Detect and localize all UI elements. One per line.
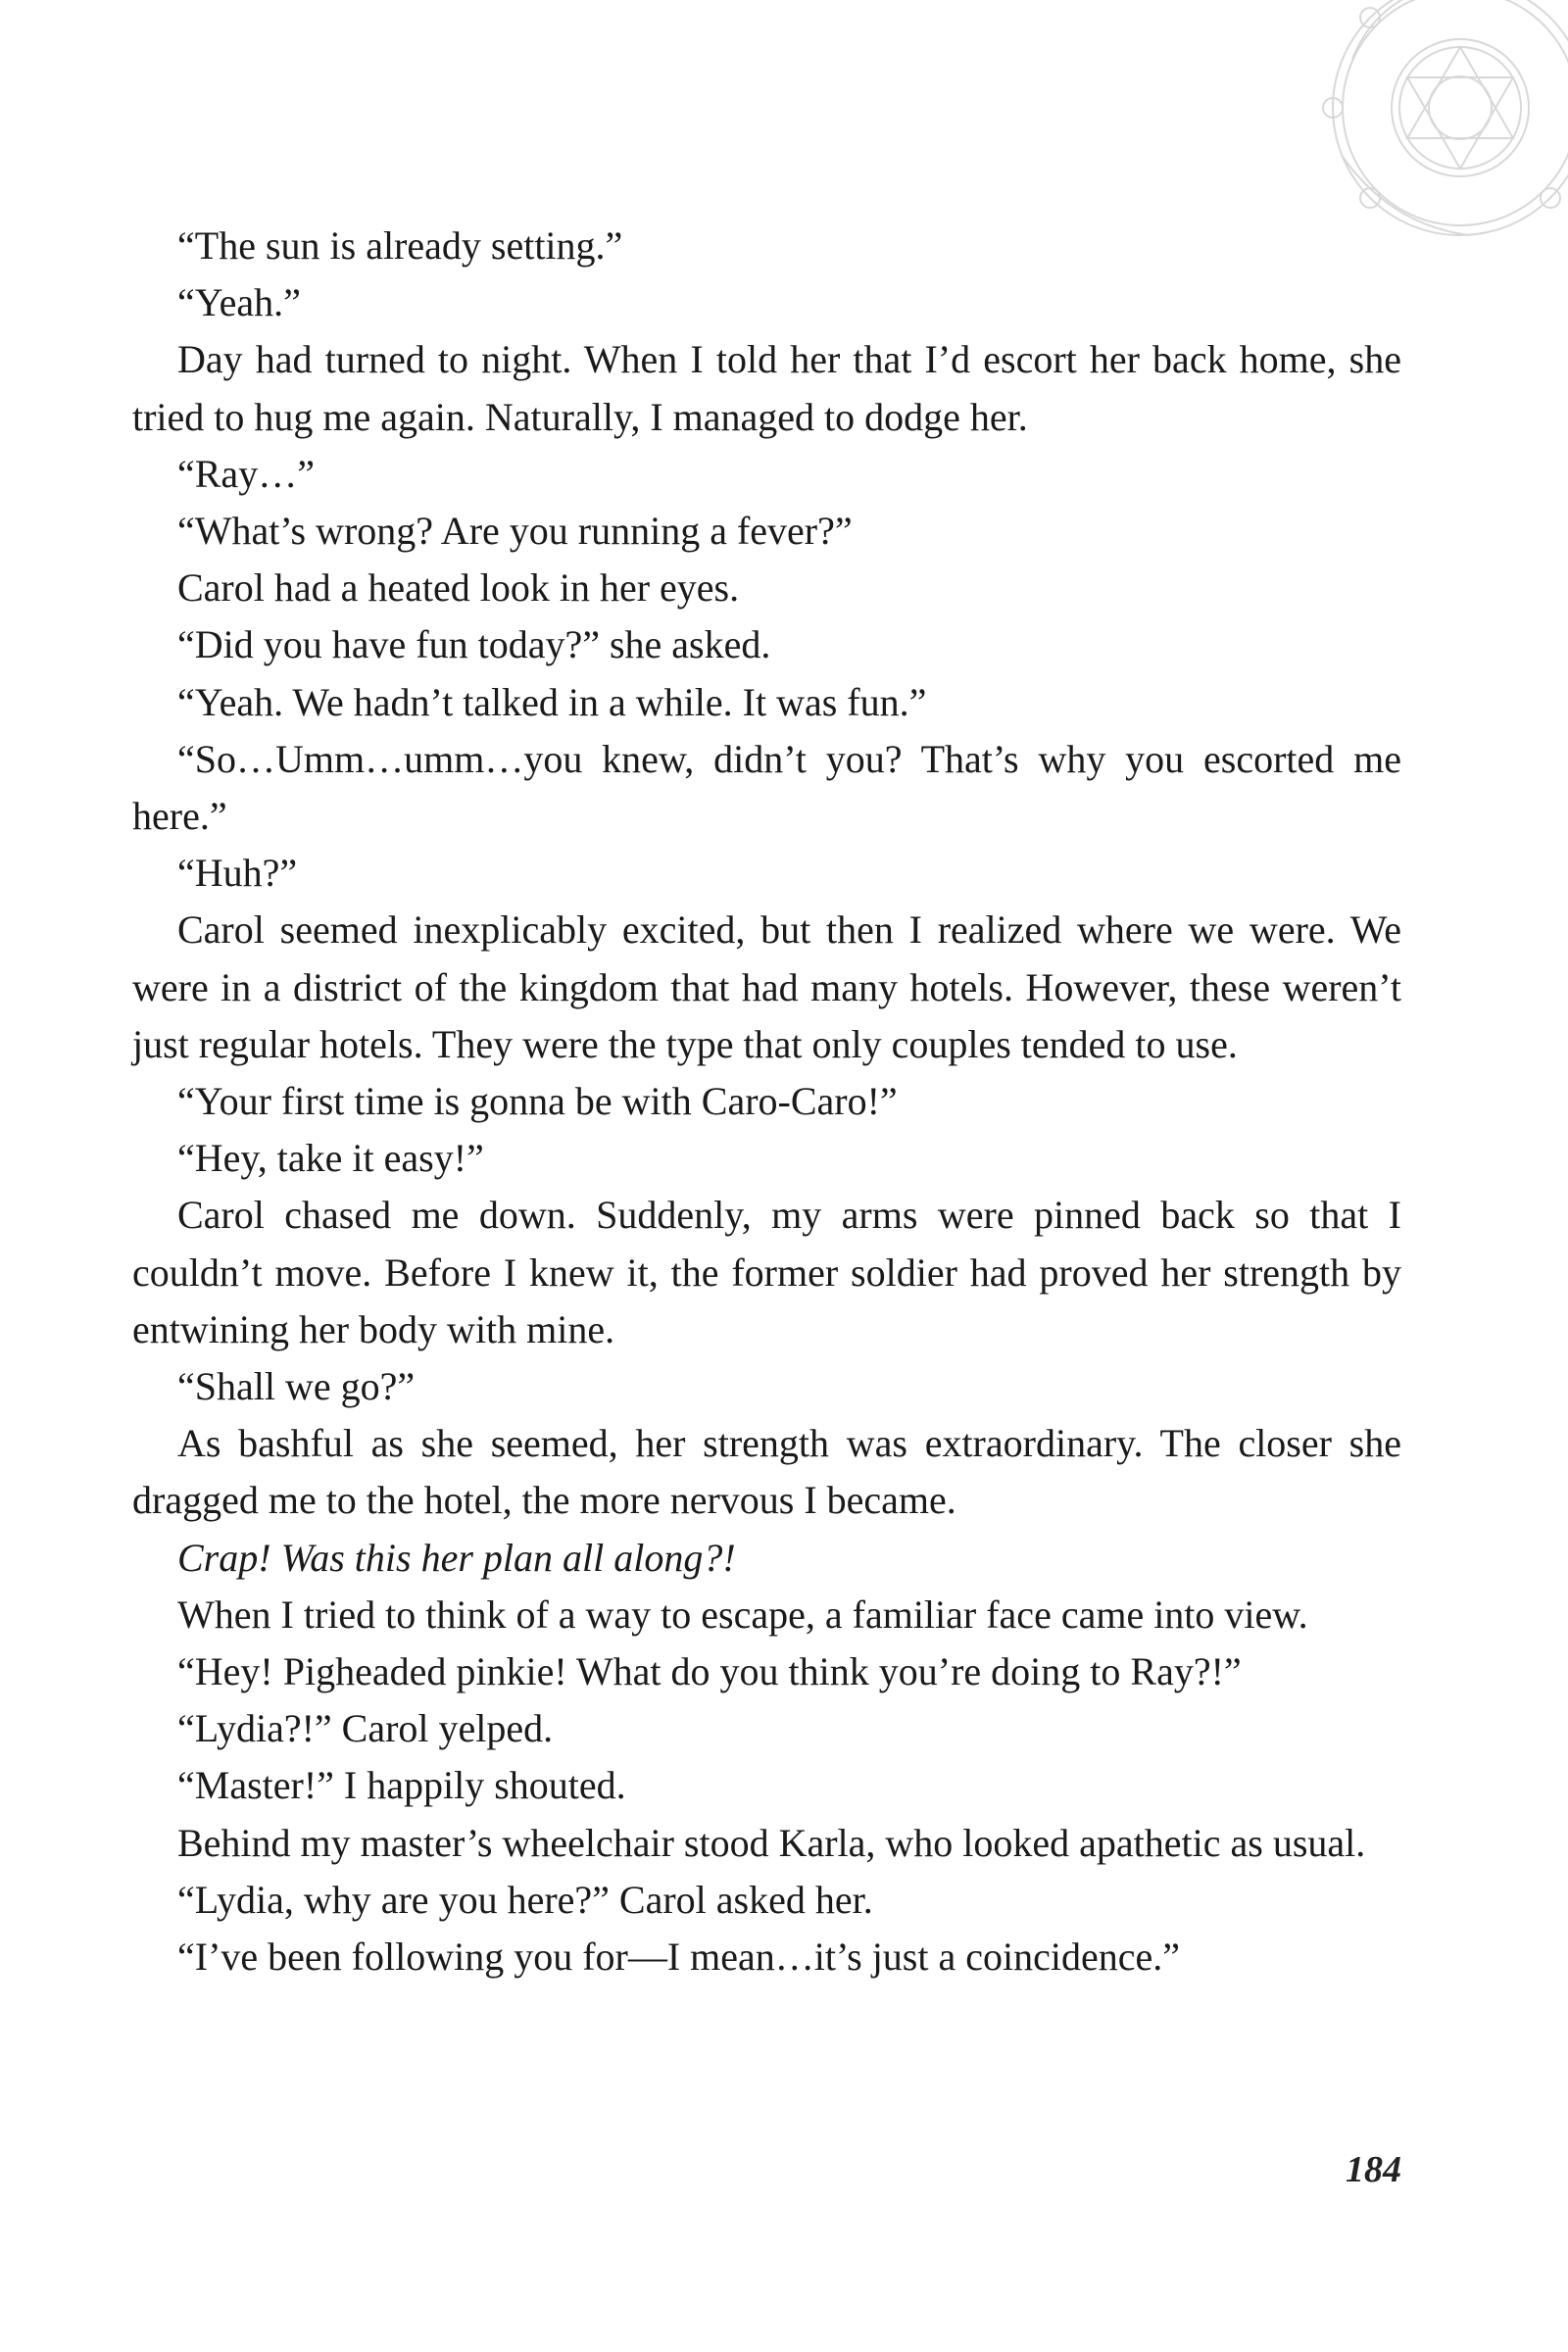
paragraph: “Master!” I happily shouted. [177, 1763, 626, 1808]
paragraph: “Hey! Pigheaded pinkie! What do you think you’re doing to Ray?!” [177, 1649, 1242, 1694]
paragraph: “I’ve been following you for—I mean…it’s just a coincidence.” [177, 1935, 1180, 1980]
paragraph: Carol chased me down. Suddenly, my arms were pinned back so that I couldn’t move. Before I knew it, the former soldier had proved her strength by entwining her body with mine. [132, 1193, 1401, 1351]
paragraph: When I tried to think of a way to escape, a familiar face came into view. [177, 1592, 1308, 1637]
paragraph: Carol had a heated look in her eyes. [177, 565, 740, 611]
paragraph: “What’s wrong? Are you running a fever?” [177, 509, 853, 554]
paragraph: “Hey, take it easy!” [177, 1136, 484, 1181]
paragraph: As bashful as she seemed, her strength was extraordinary. The closer she dragged me to the hotel, the more nervous I became. [132, 1421, 1401, 1523]
paragraph: Day had turned to night. When I told her that I’d escort her back home, she tried to hug me again. Naturally, I managed to dodge her. [132, 337, 1401, 439]
paragraph: Carol seemed inexplicably excited, but then I realized where we were. We were in a district of the kingdom that had many hotels. However, these weren’t just regular hotels. They were the type that only couples tended to use. [132, 907, 1401, 1066]
paragraph: “Lydia, why are you here?” Carol asked her. [177, 1877, 873, 1922]
paragraph-italic: Crap! Was this her plan all along?! [177, 1535, 736, 1580]
paragraph: Behind my master’s wheelchair stood Karla, who looked apathetic as usual. [177, 1820, 1366, 1865]
paragraph: “Yeah.” [177, 280, 301, 325]
body-text [132, 218, 1401, 1985]
paragraph: “Did you have fun today?” she asked. [177, 622, 771, 667]
paragraph: “Lydia?!” Carol yelped. [177, 1706, 554, 1751]
paragraph: “Yeah. We hadn’t talked in a while. It was fun.” [177, 679, 927, 724]
paragraph: “Shall we go?” [177, 1364, 416, 1409]
paragraph: “Huh?” [177, 851, 298, 896]
hexagram-circle-ornament-icon [1313, 0, 1568, 255]
page-number: 184 [1346, 2149, 1401, 2190]
paragraph: “Your first time is gonna be with Caro-Caro!” [177, 1079, 898, 1124]
paragraph: “So…Umm…umm…you knew, didn’t you? That’s why you escorted me here.” [132, 736, 1401, 839]
paragraph: “The sun is already setting.” [177, 223, 623, 268]
paragraph: “Ray…” [177, 451, 315, 496]
